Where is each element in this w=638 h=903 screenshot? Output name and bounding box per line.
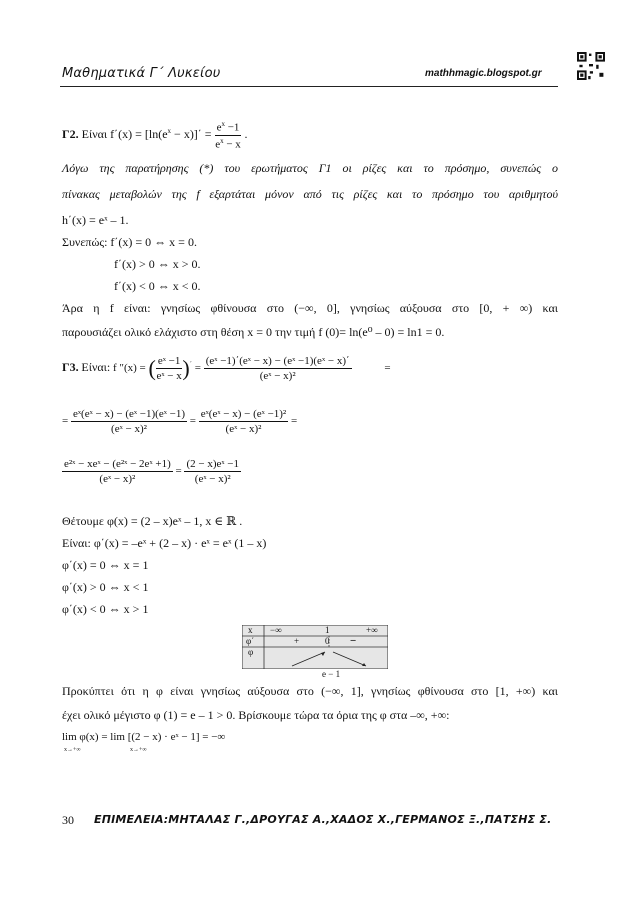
header-site: mathhmagic.blogspot.gr xyxy=(425,68,542,79)
header-title: Μαθηματικά Γ΄ Λυκείου xyxy=(62,66,221,81)
g3-monotonicity-line1: Προκύπτει ότι η φ είναι γνησίως αύξουσα στο (−∞, 1], γνησίως φθίνουσα στο [1, +∞) και xyxy=(62,684,558,698)
g3-monotonicity-line2: έχει ολικό μέγιστο φ (1) = e – 1 > 0. Βρίσκουμε τώρα τα όρια της φ στα –∞, +∞: xyxy=(62,708,450,722)
g2-conclusion-line2: παρουσιάζει ολικό ελάχιστο στη θέση x = 0 την τιμή f (0)= ln(e⁰ – 0) = ln1 = 0. xyxy=(62,325,445,339)
g2-sign-negative: f΄(x) < 0 ⇔ x < 0. xyxy=(114,279,201,293)
table-phi-max: e − 1 xyxy=(322,669,341,679)
table-x-one: 1 xyxy=(325,625,330,635)
table-phi-prime-minus: − xyxy=(350,635,357,647)
g3-phi-root: φ΄(x) = 0 ⇔ x = 1 xyxy=(62,558,149,572)
g3-second-derivative-line3: $\frac{\text{e²ˣ − xeˣ − (e²ˣ − 2eˣ +1)}}{\text{(eˣ − x)²}}$ = $\frac{\text{(2 − x)eˣ −1}}{\text{(eˣ − x)²}}$ xyxy=(64,458,239,485)
table-x-plus-inf: +∞ xyxy=(366,625,378,635)
table-phi-prime-label: φ΄ xyxy=(246,636,255,646)
g3-limit-sub2: x→+∞ xyxy=(130,747,147,753)
g2-conclusion-line1: Άρα η f είναι: γνησίως φθίνουσα στο (−∞, 0], γνησίως αύξουσα στο [0, + ∞) και xyxy=(62,301,558,315)
g3-phi-positive: φ΄(x) > 0 ⇔ x < 1 xyxy=(62,580,149,594)
g3-second-derivative-line2: = $\frac{\text{eˣ(eˣ − x) − (eˣ −1)(eˣ −1)}}{\text{(eˣ − x)²}}$ = $\frac{\text{eˣ(eˣ − x) − (eˣ −1)²}}{\text{(eˣ − x)²}}$ = xyxy=(62,408,298,435)
g2-derivative: Γ2. Είναι $f΄(x) = [\ln(e^x - x)]΄$ = $\frac{e^x -1}{e^x - x}$ . xyxy=(62,120,248,151)
table-phi-prime-zero: 0 xyxy=(325,636,330,646)
g2-sign-zero: Συνεπώς: f΄(x) = 0 ⇔ x = 0. xyxy=(62,235,197,249)
g2-paragraph-line1: Λόγω της παρατήρησης (*) του ερωτήματος Γ1 οι ρίζες και το πρόσημο, συνεπώς ο xyxy=(62,161,558,175)
g2-paragraph-line2: πίνακας μεταβολών της f εξαρτάται μόνον από τις ρίζες και το πρόσημο του αριθμητού xyxy=(62,187,558,201)
table-x-minus-inf: −∞ xyxy=(270,625,282,635)
g3-limit-sub1: x→+∞ xyxy=(64,747,81,753)
table-phi-label: φ xyxy=(248,647,254,657)
header-divider xyxy=(60,86,558,87)
footer-authors: ΕΠΙΜΕΛΕΙΑ:ΜΗΤΑΛΑΣ Γ.,ΔΡΟΥΓΑΣ Α.,ΧΑΔΟΣ Χ.,ΓΕΡΜΑΝΟΣ Ξ.,ΠΑΤΣΗΣ Σ. xyxy=(94,813,552,826)
g3-phi-prime: Είναι: φ΄(x) = –eˣ + (2 – x) · eˣ = eˣ (1 – x) xyxy=(62,536,267,550)
table-phi-prime-plus: + xyxy=(294,636,300,646)
g2-paragraph-line3: h΄(x) = eˣ – 1. xyxy=(62,213,129,227)
g3-set-phi: Θέτουμε φ(x) = (2 – x)eˣ – 1, x ∈ ℝ . xyxy=(62,514,243,528)
g3-limit: lim φ(x) = lim [(2 − x) · eˣ − 1] = −∞ xyxy=(62,731,226,743)
g3-second-derivative-line1: Γ3. Είναι: f ″(x) = ( $\frac{\text{eˣ −1}}{\text{eˣ − x}}$ )΄ = $\frac{\text{(eˣ −1)΄(eˣ − x) − (eˣ −1)(eˣ − x)΄}}{\text{(eˣ − x)²}}$ = xyxy=(62,355,391,382)
page-number: 30 xyxy=(62,813,74,827)
g2-sign-positive: f΄(x) > 0 ⇔ x > 0. xyxy=(114,257,201,271)
g3-phi-negative: φ΄(x) < 0 ⇔ x > 1 xyxy=(62,602,149,616)
table-x-label: x xyxy=(248,625,253,635)
qr-code-icon xyxy=(577,52,605,80)
variation-table xyxy=(242,625,388,679)
